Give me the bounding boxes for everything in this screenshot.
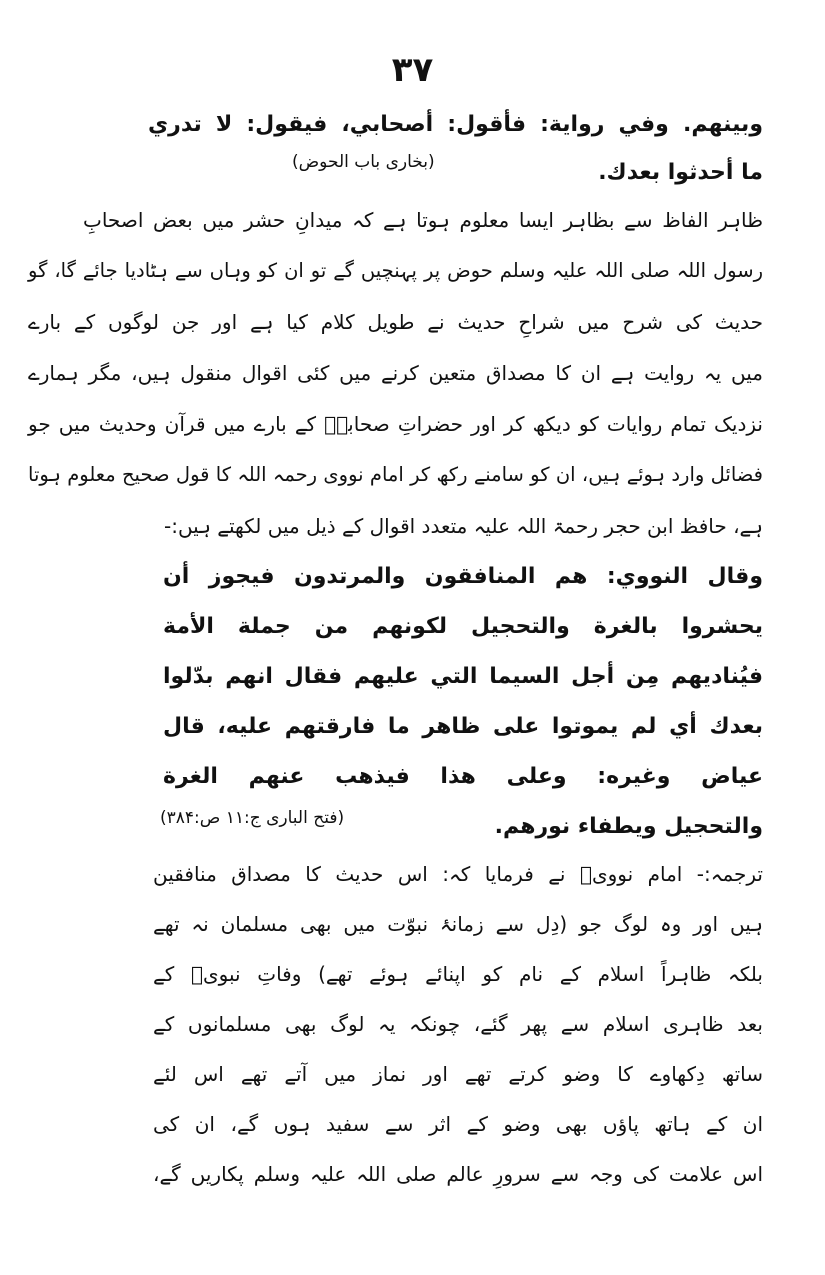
urdu-line: میں یہ روایت ہے ان کا مصداق متعین کرنے میں کئی اقوال منقول ہیں، مگر ہمارے	[28, 361, 763, 385]
reference-citation: (فتح الباری ج:۱۱ ص:۳۸۴)	[160, 808, 345, 828]
arabic-line: يحشروا بالغرة والتحجيل لكونهم من جملة الأمة	[163, 614, 763, 639]
urdu-line: ترجمہ:- امام نوویؒ نے فرمایا کہ: اس حدیث کا مصداق منافقین	[153, 862, 763, 886]
arabic-line: فيُناديهم مِن أجل السيما التي عليهم فقال انهم بدّلوا	[163, 664, 763, 689]
urdu-line: نزدیک تمام روایات کو دیکھ کر اور حضراتِ صحابہؓ کے بارے میں قرآن وحدیث میں جو	[28, 412, 763, 436]
arabic-line: بعدك أي لم يموتوا على ظاهر ما فارقتهم عليه، قال	[163, 714, 763, 739]
arabic-line: وقال النووي: هم المنافقون والمرتدون فيجوز أن	[163, 564, 763, 589]
urdu-line: ساتھ دِکھاوے کا وضو کرتے تھے اور نماز میں آتے تھے اس لئے	[153, 1062, 763, 1086]
urdu-line: ظاہر الفاظ سے بظاہر ایسا معلوم ہوتا ہے کہ میدانِ حشر میں بعض اصحابِ	[83, 208, 763, 232]
urdu-line: بلکہ ظاہراً اسلام کے نام کو اپنائے ہوئے تھے) وفاتِ نبویؐ کے	[153, 962, 763, 986]
urdu-line: رسول اللہ صلی اللہ علیہ وسلم حوض پر پہنچیں گے تو ان کو وہاں سے ہٹادیا جائے گا، گو	[28, 259, 763, 282]
arabic-line: ما أحدثوا بعدك.	[598, 160, 763, 185]
reference-citation: (بخاری باب الحوض)	[292, 152, 435, 172]
page-number: ۳۷	[391, 50, 434, 90]
urdu-line: ان کے ہاتھ پاؤں بھی وضو کے اثر سے سفید ہوں گے، ان کی	[153, 1112, 763, 1136]
urdu-line: بعد ظاہری اسلام سے پھر گئے، چونکہ یہ لوگ بھی مسلمانوں کے	[153, 1012, 763, 1036]
urdu-line: فضائل وارد ہوئے ہیں، ان کو سامنے رکھ کر امام نووی رحمہ اللہ کا قول صحیح معلوم ہوتا	[28, 463, 763, 486]
arabic-line: عياض وغيره: وعلى هذا فيذهب عنهم الغرة	[163, 764, 763, 789]
urdu-line: حدیث کی شرح میں شراحِ حدیث نے طویل کلام کیا ہے اور جن لوگوں کے بارے	[28, 310, 763, 334]
arabic-line: والتحجيل ويطفاء نورهم.	[494, 814, 763, 839]
urdu-line: ہے، حافظ ابن حجر رحمۃ اللہ علیہ متعدد اقوال کے ذیل میں لکھتے ہیں:-	[163, 514, 763, 538]
urdu-line: ہیں اور وہ لوگ جو (دِل سے زمانۂ نبوّت میں بھی مسلمان نہ تھے	[153, 912, 763, 936]
arabic-line: وبينهم. وفي رواية: فأقول: أصحابي، فيقول: لا تدري	[148, 112, 763, 137]
urdu-line: اس علامت کی وجہ سے سرورِ عالم صلی اللہ علیہ وسلم پکاریں گے،	[153, 1162, 763, 1186]
